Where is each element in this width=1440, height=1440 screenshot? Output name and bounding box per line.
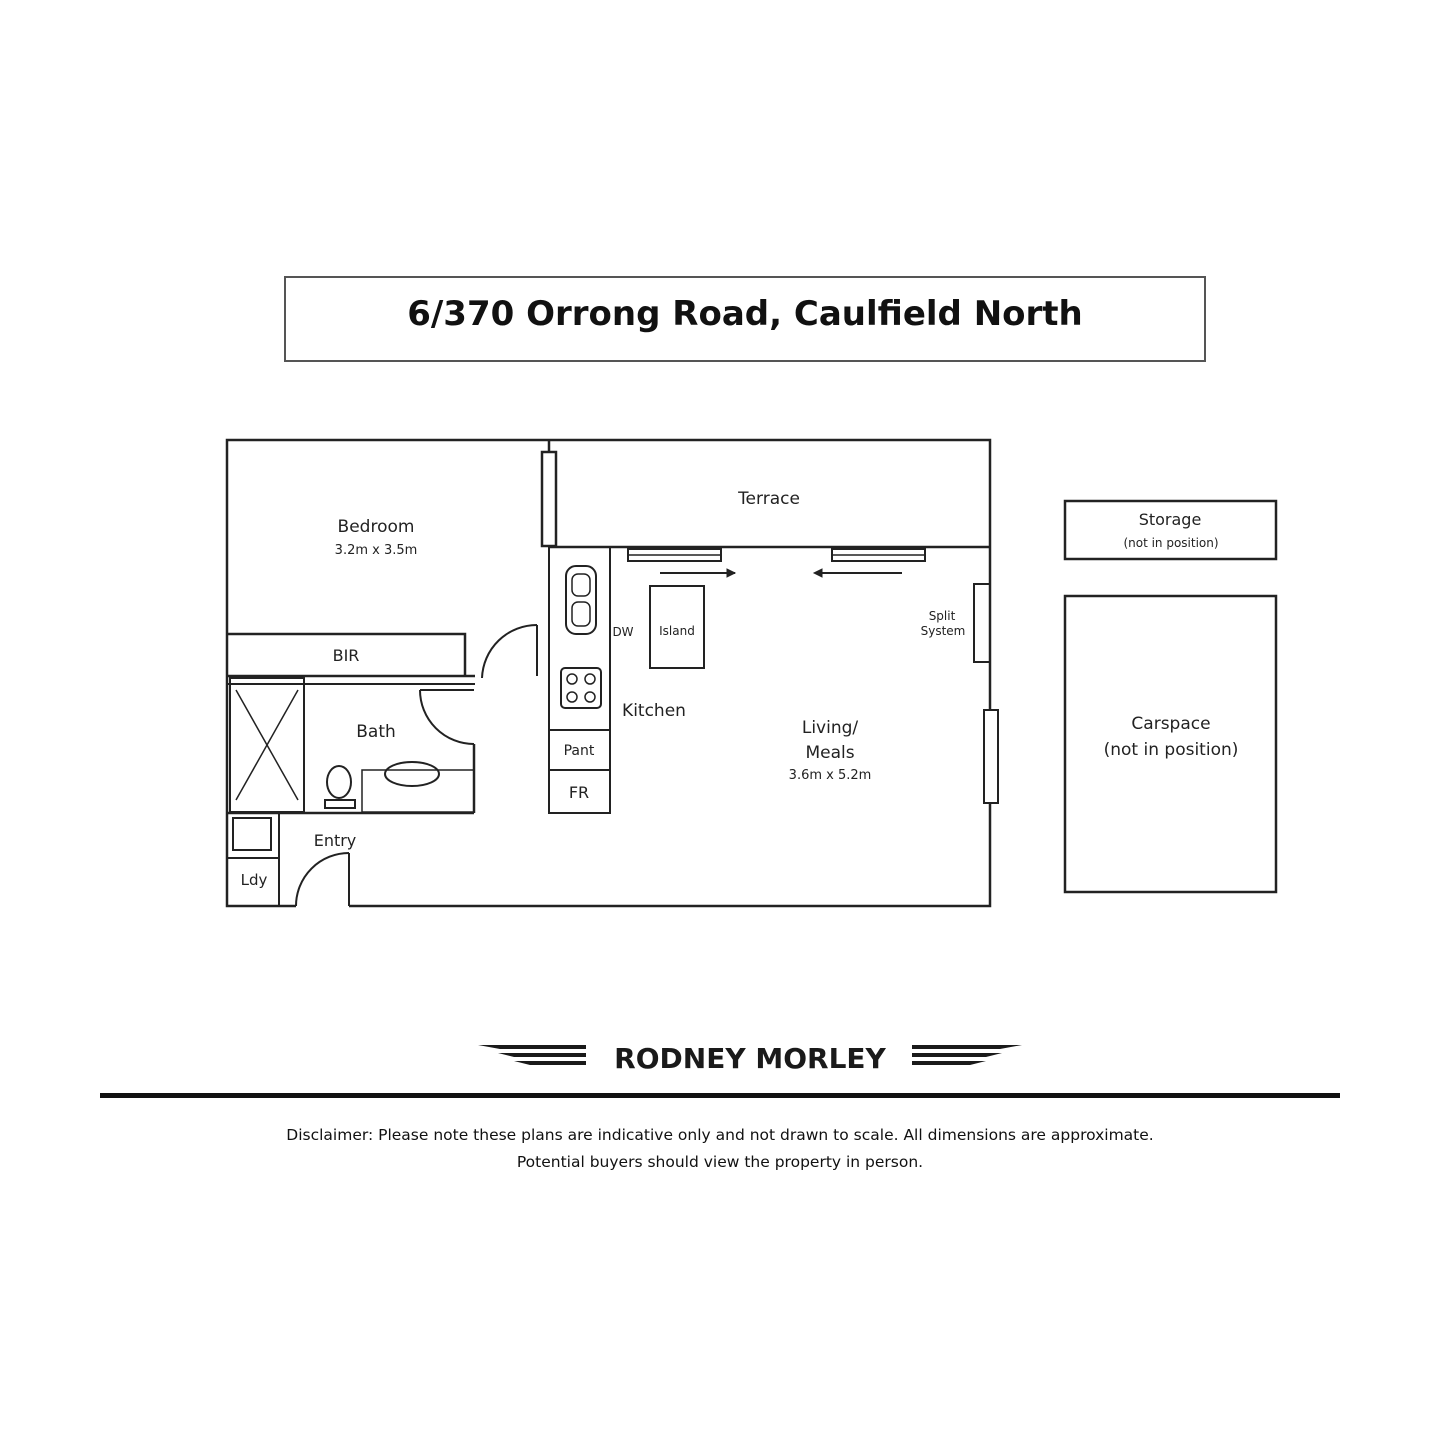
brand-name: RODNEY MORLEY (614, 1042, 886, 1075)
cooktop (561, 668, 601, 708)
sink (566, 566, 596, 634)
label-bedroom-size: 3.2m x 3.5m (334, 543, 418, 558)
divider-rule (100, 1093, 1340, 1098)
property-address: 6/370 Orrong Road, Caulfield North (407, 294, 1083, 334)
label-bath: Bath (356, 722, 396, 742)
label-island: Island (659, 624, 695, 638)
label-carspace: Carspace (1131, 714, 1211, 734)
label-split-1: Split (928, 609, 956, 623)
label-laundry: Ldy (240, 871, 268, 889)
label-living-1: Living/ (801, 718, 859, 738)
label-kitchen: Kitchen (622, 701, 686, 721)
vanity (362, 770, 474, 812)
label-living-size: 3.6m x 5.2m (788, 768, 872, 783)
label-bir: BIR (332, 646, 360, 665)
disclaimer (0, 1122, 1440, 1176)
label-terrace: Terrace (738, 489, 800, 509)
living-window (984, 710, 998, 803)
label-split-2: System (920, 624, 966, 638)
toilet (327, 766, 351, 798)
bedroom-window (542, 452, 556, 546)
label-storage: Storage (1138, 510, 1202, 529)
label-carspace-note: (not in position) (1103, 740, 1239, 760)
label-fridge: FR (568, 783, 590, 802)
label-storage-note: (not in position) (1123, 536, 1219, 550)
disclaimer-line-1: Disclaimer: Please note these plans are indicative only and not drawn to scale. All dimensions are approximate. (286, 1126, 1154, 1144)
disclaimer-line-2: Potential buyers should view the property in person. (516, 1153, 924, 1171)
label-dw: DW (612, 625, 634, 639)
split-system (974, 584, 990, 662)
rodney-morley-logo (0, 1034, 1440, 1084)
label-bedroom: Bedroom (337, 517, 415, 537)
label-entry: Entry (313, 831, 357, 850)
label-pantry: Pant (563, 743, 595, 759)
basin (385, 762, 439, 786)
laundry-trough (233, 818, 271, 850)
label-living-2: Meals (805, 743, 855, 763)
